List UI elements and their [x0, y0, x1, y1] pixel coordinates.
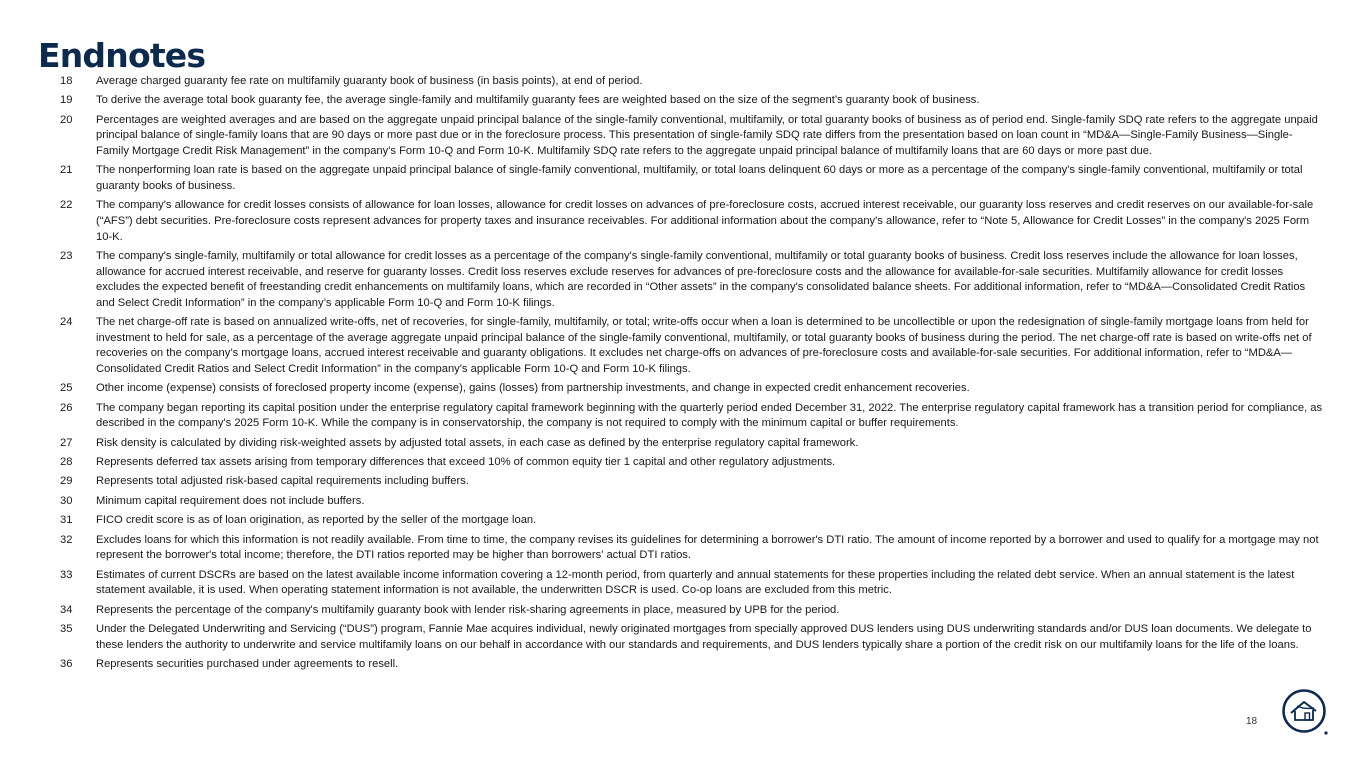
page-number: 18: [1246, 716, 1258, 727]
endnote-text: The company's allowance for credit losses consists of allowance for loan losses, allowance for credit losses on advances of pre-foreclosure costs, accrued interest receivable, our guaranty loss reserves and credit reserves on our available-for-sale (“AFS”) debt securities. Pre-foreclosure costs represent advances for property taxes and insurance receivables. For additional information about the company's allowance, refer to “Note 5, Allowance for Credit Losses” in the company's 2025 Form 10-K.: [96, 199, 1314, 243]
endnote-number: 32: [60, 533, 73, 546]
endnote-text: Minimum capital requirement does not include buffers.: [96, 494, 365, 507]
endnote-number: 28: [60, 456, 73, 469]
endnote-number: 20: [60, 113, 73, 126]
endnotes-list: [60, 74, 1325, 676]
endnote-item: [60, 568, 1325, 599]
endnote-number: 23: [60, 249, 73, 262]
endnote-item: [60, 622, 1325, 653]
endnote-text: Represents securities purchased under agreements to resell.: [96, 657, 399, 670]
endnote-item: [60, 455, 1325, 471]
endnote-item: [60, 494, 1325, 510]
endnote-number: 18: [60, 75, 73, 87]
endnote-number: 34: [60, 603, 73, 616]
endnote-item: [60, 163, 1325, 194]
endnote-number: 24: [60, 316, 73, 329]
endnote-item: [60, 474, 1325, 490]
endnote-item: [60, 603, 1325, 619]
endnote-number: 35: [60, 622, 73, 635]
endnote-text: Other income (expense) consists of foreclosed property income (expense), gains (losses) from partnership investments, and change in expected credit enhancement recoveries.: [96, 382, 970, 395]
endnote-number: 36: [60, 657, 73, 670]
endnote-text: The net charge-off rate is based on annualized write-offs, net of recoveries, for single-family, multifamily, or total; write-offs occur when a loan is determined to be uncollectible or upon the redesignation of single-family mortgage loans from held for investment to held for sale, as a percentage of the average aggregate unpaid principal balance of the single-family conventional, multifamily, or total guaranty books of business during the period. The net charge-off rate is based on write-offs net of recoveries on the company’s mortgage loans, accrued interest receivable and guaranty obligations. It excludes net charge-offs on advances of pre-foreclosure costs and available-for-sale securities. For additional information, refer to “MD&A—Consolidated Credit Ratios and Select Credit Information” in the company's applicable Form 10-Q and Form 10-K filings.: [96, 316, 1312, 375]
endnote-number: 19: [60, 94, 73, 107]
endnote-text: Risk density is calculated by dividing risk-weighted assets by adjusted total assets, in each case as defined by the enterprise regulatory capital framework.: [96, 436, 859, 449]
endnote-number: 21: [60, 164, 73, 177]
endnote-number: 27: [60, 436, 73, 449]
endnote-text: The company's single-family, multifamily or total allowance for credit losses as a percentage of the company's single-family conventional, multifamily or total guaranty books of business. Credit loss reserves include the allowance for loan losses, allowance for accrued interest receivable, and reserve for guaranty losses. Credit loss reserves exclude reserves for advances of pre-foreclosure costs and the allowance for available-for-sale securities. Multifamily allowance for credit losses excludes the expected benefit of freestanding credit enhancements on multifamily loans, which are recorded in “Other assets” in the company's consolidated balance sheets. For additional information, refer to “MD&A—Consolidated Credit Ratios and Select Credit Information” in the company’s applicable Form 10-Q and Form 10-K filings.: [96, 249, 1306, 309]
house-logo-icon: [1281, 688, 1329, 736]
endnote-number: 26: [60, 401, 73, 414]
endnote-item: [60, 74, 1325, 90]
endnote-item: [60, 113, 1325, 160]
endnote-text: The company began reporting its capital position under the enterprise regulatory capital framework beginning with the quarterly period ended December 31, 2022. The enterprise regulatory capital framework has a transition period for compliance, as described in the company's 2025 Form 10-K. While the company is in conservatorship, the company is not required to comply with the minimum capital or buffer requirements.: [96, 401, 1323, 430]
endnote-text: Represents deferred tax assets arising from temporary differences that exceed 10% of common equity tier 1 capital and other regulatory adjustments.: [96, 456, 836, 469]
endnote-item: [60, 93, 1325, 109]
endnote-text: FICO credit score is as of loan origination, as reported by the seller of the mortgage loan.: [96, 514, 537, 527]
endnote-number: 31: [60, 514, 73, 527]
endnote-number: 22: [60, 199, 73, 212]
endnote-item: [60, 315, 1325, 377]
endnote-item: [60, 381, 1325, 397]
endnote-item: [60, 513, 1325, 529]
endnote-number: 29: [60, 475, 73, 488]
endnote-number: 30: [60, 494, 73, 507]
endnote-item: [60, 198, 1325, 245]
page-title: Endnotes: [38, 36, 206, 75]
endnote-text: Excludes loans for which this information is not readily available. From time to time, the company revises its guidelines for determining a borrower's DTI ratio. The amount of income reported by a borrower and used to qualify for a mortgage may not represent the borrower's total income; therefore, the DTI ratios reported may be higher than borrowers' actual DTI ratios.: [96, 533, 1319, 562]
endnote-text: Average charged guaranty fee rate on multifamily guaranty book of business (in basis points), at end of period.: [96, 75, 643, 87]
endnote-item: [60, 401, 1325, 432]
endnote-item: [60, 657, 1325, 673]
endnote-text: Under the Delegated Underwriting and Servicing (“DUS”) program, Fannie Mae acquires individual, newly originated mortgages from specially approved DUS lenders using DUS underwriting standards and/or DUS loan documents. We delegate to these lenders the authority to underwrite and service multifamily loans on our behalf in accordance with our standards and requirements, and DUS lenders typically share a portion of the credit risk on our multifamily loans for the life of the loans.: [96, 622, 1312, 651]
endnote-number: 25: [60, 382, 73, 395]
endnote-text: Estimates of current DSCRs are based on the latest available income information covering a 12-month period, from quarterly and annual statements for these properties including the related debt service. When an annual statement is the latest statement available, it is used. When operating statement information is not available, the underwritten DSCR is used. Co-op loans are excluded from this metric.: [96, 568, 1295, 597]
endnote-text: To derive the average total book guaranty fee, the average single-family and multifamily guaranty fees are weighted based on the size of the segment’s guaranty book of business.: [96, 94, 980, 107]
endnote-item: [60, 533, 1325, 564]
endnote-item: [60, 436, 1325, 452]
endnote-text: Percentages are weighted averages and are based on the aggregate unpaid principal balance of the single-family conventional, multifamily, or total guaranty books of business as of period end. Single-family SDQ rate refers to the aggregate unpaid principal balance of single-family loans that are 90 days or more past due or in the foreclosure process. This presentation of single-family SDQ rate differs from the presentation based on loan count in “MD&A—Single-Family Business—Single-Family Mortgage Credit Risk Management” in the company's Form 10-Q and Form 10-K. Multifamily SDQ rate refers to the aggregate unpaid principal balance of multifamily loans that are 60 days or more past due.: [96, 113, 1318, 157]
endnote-text: The nonperforming loan rate is based on the aggregate unpaid principal balance of single-family conventional, multifamily, or total loans delinquent 60 days or more as a percentage of the company's single-family conventional, multifamily or total guaranty books of business.: [96, 164, 1303, 192]
endnote-text: Represents the percentage of the company's multifamily guaranty book with lender risk-sharing agreements in place, measured by UPB for the period.: [96, 603, 840, 616]
endnote-number: 33: [60, 568, 73, 581]
endnote-text: Represents total adjusted risk-based capital requirements including buffers.: [96, 475, 469, 488]
endnote-item: [60, 249, 1325, 311]
